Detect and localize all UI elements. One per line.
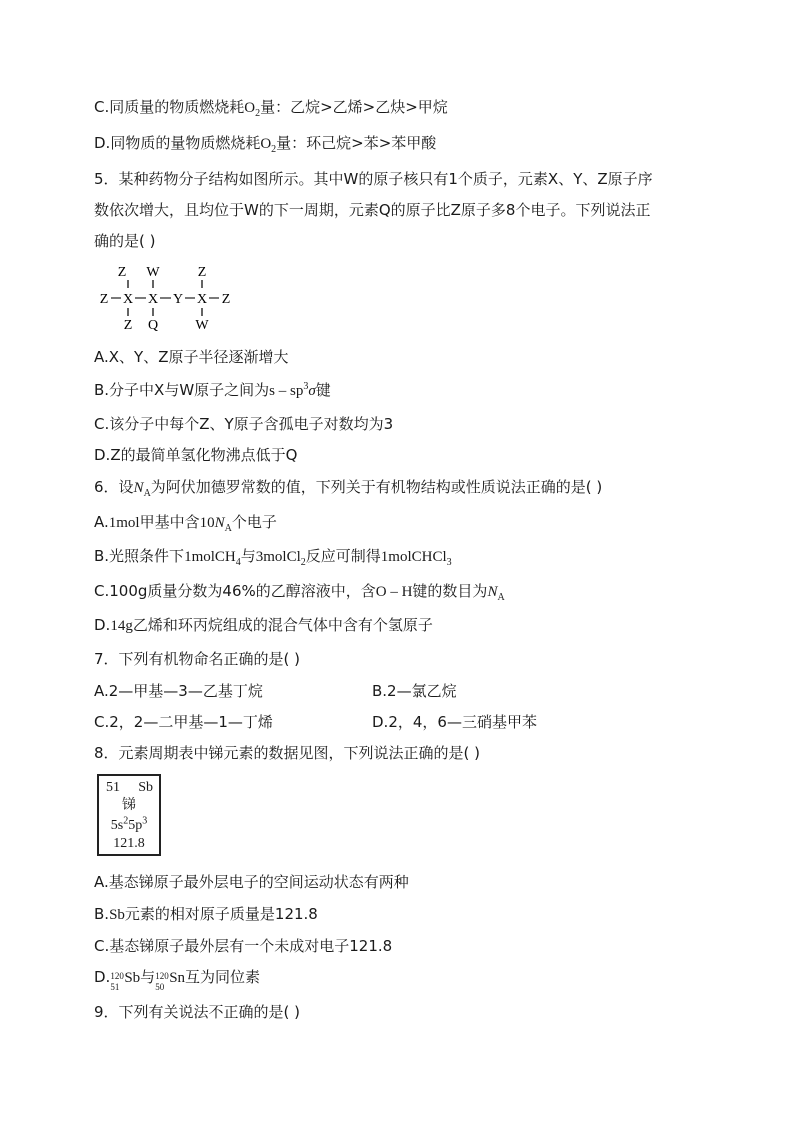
q7-stem: 7．下列有机物命名正确的是( ) xyxy=(94,650,301,668)
q8-option-a: A.基态锑原子最外层电子的空间运动状态有两种 xyxy=(94,873,409,891)
element-name: 锑 xyxy=(122,797,136,813)
struct-bottom-2: Q xyxy=(147,318,159,333)
molecule-structure-diagram xyxy=(98,262,248,334)
struct-main-1: Z xyxy=(99,292,109,307)
struct-main-4: Y xyxy=(172,292,184,307)
q4-option-d: D.同物质的量物质燃烧耗$O_2$量：环己烷>苯>苯甲酸 xyxy=(94,134,437,155)
q7-option-c: C.2，2—二甲基—1—丁烯 xyxy=(94,713,273,731)
struct-bottom-3: W xyxy=(195,318,209,333)
q8-option-d: D. 120 51 Sb与 120 50 Sn互为同位素 xyxy=(94,968,261,992)
atomic-mass: 121.8 xyxy=(113,836,145,851)
element-symbol: Sb xyxy=(138,780,153,795)
q6-stem: 6．设$N_A$为阿伏加德罗常数的值，下列关于有机物结构或性质说法正确的是( ) xyxy=(94,478,603,499)
q4-option-c: C.同质量的物质燃烧耗$O_2$量：乙烷>乙烯>乙炔>甲烷 xyxy=(94,98,448,119)
struct-top-3: Z xyxy=(197,265,207,280)
q5-option-a: A.X、Y、Z原子半径逐渐增大 xyxy=(94,348,289,366)
q7-option-b: B.2—氯乙烷 xyxy=(372,682,457,700)
q5-stem-line-3: 确的是( ) xyxy=(94,232,156,250)
q7-option-a: A.2—甲基—3—乙基丁烷 xyxy=(94,682,263,700)
q8-option-c: C.基态锑原子最外层有一个未成对电子121.8 xyxy=(94,937,393,955)
q5-option-b: B.分子中X与W原子之间为s – $sp^3\sigma$键 xyxy=(94,381,331,399)
q5-stem-line-2: 数依次增大，且均位于W的下一周期，元素Q的原子比Z原子多8个电子。下列说法正 xyxy=(94,201,651,219)
struct-bottom-1: Z xyxy=(123,318,133,333)
struct-main-6: Z xyxy=(221,292,231,307)
q8-stem: 8．元素周期表中锑元素的数据见图，下列说法正确的是( ) xyxy=(94,744,481,762)
q5-option-c: C.该分子中每个Z、Y原子含孤电子对数均为3 xyxy=(94,415,394,433)
q9-stem: 9．下列有关说法不正确的是( ) xyxy=(94,1003,301,1021)
q6-option-b: B.光照条件下1molCH$_4$与3molCl$_2$反应可制得1molCHCl$_3$ xyxy=(94,547,452,568)
atomic-number: 51 xyxy=(106,780,120,795)
struct-top-2: W xyxy=(146,265,160,280)
struct-top-1: Z xyxy=(117,265,127,280)
q5-stem-line-1: 5．某种药物分子结构如图所示。其中W的原子核只有1个质子，元素X、Y、Z原子序 xyxy=(94,170,653,188)
q7-option-d: D.2，4，6—三硝基甲苯 xyxy=(372,713,537,731)
struct-main-3: X xyxy=(147,292,159,307)
struct-main-2: X xyxy=(122,292,134,307)
q6-option-a: A.1mol甲基中含$10N_A$个电子 xyxy=(94,513,277,534)
q6-option-d: D.14g乙烯和环丙烷组成的混合气体中含有个氢原子 xyxy=(94,616,433,634)
q5-option-d: D.Z的最简单氢化物沸点低于Q xyxy=(94,446,298,464)
electron-config: $5s^25p^3$ xyxy=(110,815,148,833)
q8-option-b: B.Sb元素的相对原子质量是121.8 xyxy=(94,905,318,923)
antimony-element-card xyxy=(97,774,161,856)
q6-option-c: C.100g质量分数为46%的乙醇溶液中，含O – H键的数目为$N_A$ xyxy=(94,582,505,603)
struct-main-5: X xyxy=(196,292,208,307)
